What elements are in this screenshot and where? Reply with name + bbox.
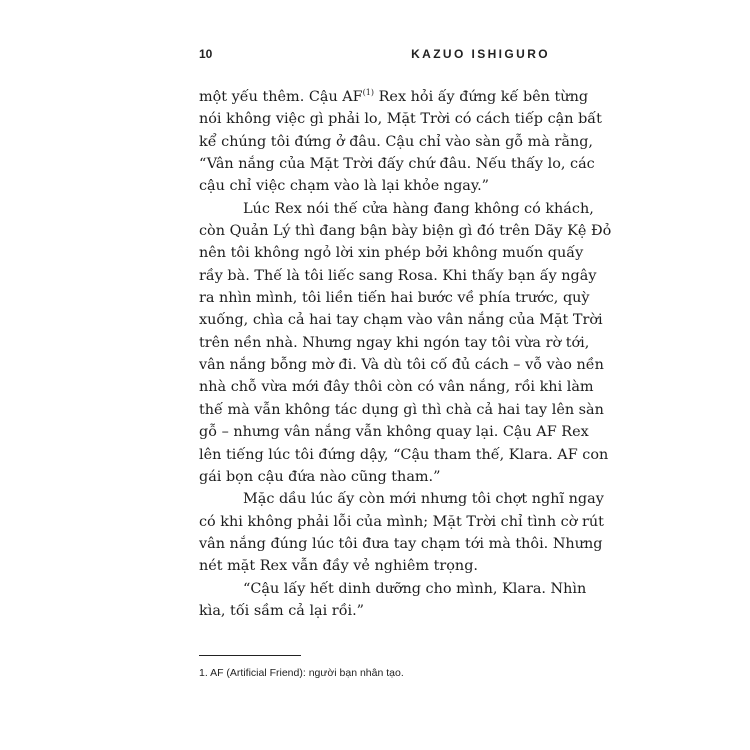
text-line <box>199 153 595 175</box>
text-line <box>199 220 612 242</box>
text-line <box>199 354 604 376</box>
line-text: vân nắng đúng lúc tôi đưa tay chạm tới mà thôi. Nhưng <box>199 535 603 552</box>
line-text: “Cậu lấy hết dinh dưỡng cho mình, Klara. Nhìn <box>243 580 587 597</box>
text-line <box>199 533 603 555</box>
text-line <box>199 421 589 443</box>
line-text: nhà chỗ vừa mới đây thôi còn có vân nắng, rồi khi làm <box>199 379 594 396</box>
line-text: nên tôi không ngỏ lời xin phép bởi không muốn quấy <box>199 245 584 262</box>
line-text: kể chúng tôi đứng ở đâu. Cậu chỉ vào sàn gỗ mà rằng, <box>199 133 593 150</box>
running-header-author: KAZUO ISHIGURO <box>411 47 550 61</box>
line-text: Lúc Rex nói thế cửa hàng đang không có khách, <box>243 200 594 217</box>
line-text: xuống, chìa cả hai tay chạm vào vân nắng của Mặt Trời <box>199 312 603 329</box>
text-line <box>199 131 593 153</box>
text-line <box>199 332 590 354</box>
text-line <box>199 287 590 309</box>
text-line <box>199 600 547 622</box>
line-text: có khi không phải lỗi của mình; Mặt Trời chỉ tình cờ rút <box>199 513 604 530</box>
line-text: ra nhìn mình, tôi liền tiến hai bước về phía trước, quỳ <box>199 290 590 307</box>
line-text: Mặc dầu lúc ấy còn mới nhưng tôi chợt nghĩ ngay <box>243 491 604 508</box>
text-line <box>199 555 547 577</box>
text-line <box>199 242 584 264</box>
text-line <box>199 488 604 510</box>
line-text: kìa, tối sầm cả lại rồi.” <box>199 602 365 619</box>
line-text: Rex hỏi ấy đứng kế bên từng <box>374 89 589 105</box>
body-text <box>199 86 612 622</box>
text-line <box>199 444 609 466</box>
line-text: gái bọn cậu đứa nào cũng tham.” <box>199 468 441 485</box>
text-line <box>199 265 597 287</box>
footnote: 1. AF (Artificial Friend): người bạn nhân tạo. <box>199 667 404 679</box>
line-text: “Vân nắng của Mặt Trời đấy chứ đâu. Nếu thấy lo, các <box>199 156 595 173</box>
text-line <box>199 198 594 220</box>
line-text: nét mặt Rex vẫn đầy vẻ nghiêm trọng. <box>199 558 478 575</box>
line-text: lên tiếng lúc tôi đứng dậy, “Cậu tham thế, Klara. AF con <box>199 446 609 463</box>
text-line <box>199 309 603 331</box>
text-line <box>199 511 604 533</box>
line-text: vân nắng bỗng mờ đi. Và dù tôi cố đủ cách – vỗ vào nền <box>199 357 604 374</box>
footnote-marker: (1) <box>362 88 375 98</box>
line-text: thế mà vẫn không tác dụng gì thì chà cả hai tay lên sàn <box>199 401 604 418</box>
line-text: cậu chỉ việc chạm vào là lại khỏe ngay.” <box>199 178 490 195</box>
line-text: nói không việc gì phải lo, Mặt Trời có cách tiếp cận bất <box>199 111 602 128</box>
line-text: gỗ – nhưng vân nắng vẫn không quay lại. Cậu AF Rex <box>199 424 589 441</box>
text-line <box>199 86 589 108</box>
text-line <box>199 466 547 488</box>
line-text: trên nền nhà. Nhưng ngay khi ngón tay tôi vừa rờ tới, <box>199 334 590 351</box>
line-text: một yếu thêm. Cậu AF <box>199 89 363 105</box>
text-line <box>199 175 547 197</box>
line-text: còn Quản Lý thì đang bận bày biện gì đó trên Dãy Kệ Đỏ <box>199 223 612 240</box>
text-line <box>199 108 602 130</box>
footnote-rule <box>199 655 301 656</box>
text-line <box>199 399 604 421</box>
page-number: 10 <box>199 47 213 61</box>
text-line <box>199 578 587 600</box>
line-text: rầy bà. Thế là tôi liếc sang Rosa. Khi thấy bạn ấy ngây <box>199 267 597 284</box>
text-line <box>199 376 594 398</box>
